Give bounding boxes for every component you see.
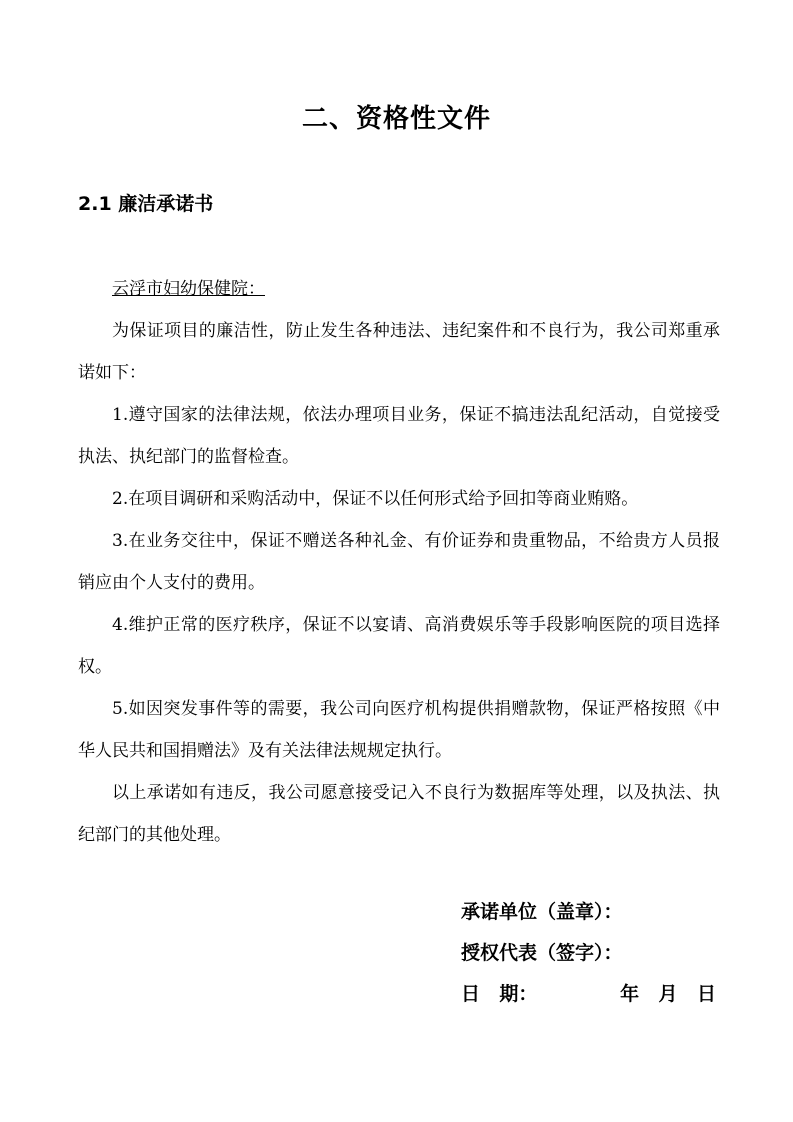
paragraph-closing: 以上承诺如有违反，我公司愿意接受记入不良行为数据库等处理，以及执法、执纪部门的其他处理。 <box>78 783 720 845</box>
paragraph-intro: 为保证项目的廉洁性，防止发生各种违法、违纪案件和不良行为，我公司郑重承诺如下： <box>78 321 720 383</box>
document-title: 二、资格性文件 <box>301 104 491 134</box>
addressee <box>78 268 720 310</box>
committing-unit-label: 承诺单位（盖章）： <box>461 901 623 923</box>
paragraph-item-3: 3.在业务交往中，保证不赠送各种礼金、有价证券和贵重物品，不给贵方人员报销应由个人支付的费用。 <box>78 531 720 593</box>
date-line <box>461 974 716 1015</box>
paragraph-item-1: 1.遵守国家的法律法规，依法办理项目业务，保证不搞违法乱纪活动，自觉接受执法、执纪部门的监督检查。 <box>78 405 720 467</box>
letter-body <box>78 268 720 856</box>
month-label: 月 <box>658 983 678 1005</box>
date-blank <box>557 974 601 1015</box>
date-label-qi: 期： <box>499 983 538 1005</box>
day-label: 日 <box>696 983 716 1005</box>
authorized-representative-label: 授权代表（签字）： <box>461 942 623 964</box>
signature-block <box>461 892 721 1015</box>
paragraph-item-2: 2.在项目调研和采购活动中，保证不以任何形式给予回扣等商业贿赂。 <box>112 489 639 509</box>
date-label-ri: 日 <box>461 983 481 1005</box>
paragraph-item-5: 5.如因突发事件等的需要，我公司向医疗机构提供捐赠款物，保证严格按照《中华人民共和国捐赠法》及有关法律法规规定执行。 <box>78 699 720 761</box>
addressee-text: 云浮市妇幼保健院： <box>112 279 265 299</box>
year-label: 年 <box>620 983 640 1005</box>
paragraph-item-4: 4.维护正常的医疗秩序，保证不以宴请、高消费娱乐等手段影响医院的项目选择权。 <box>78 615 720 677</box>
section-heading: 2.1 廉洁承诺书 <box>78 193 214 215</box>
